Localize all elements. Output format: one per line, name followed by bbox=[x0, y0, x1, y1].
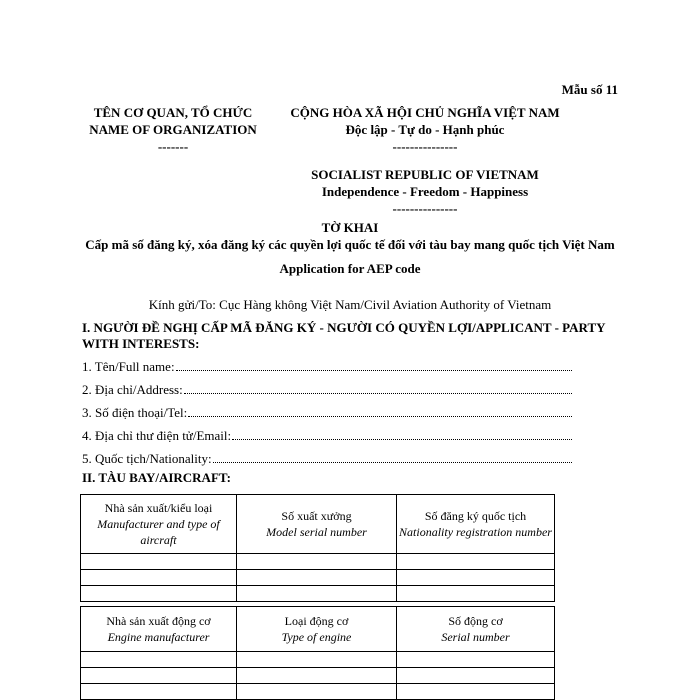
fill-in-line[interactable] bbox=[232, 428, 572, 440]
field-email bbox=[82, 427, 572, 450]
header-label-vi: Loại động cơ bbox=[284, 614, 349, 628]
fill-in-line[interactable] bbox=[188, 405, 572, 417]
fill-in-line[interactable] bbox=[213, 451, 572, 463]
field-label: 2. Địa chỉ/Address: bbox=[82, 382, 183, 397]
header-label-en: Type of engine bbox=[281, 630, 352, 644]
motto-vi-separator: --------------- bbox=[392, 139, 458, 154]
motto-en-separator: --------------- bbox=[392, 201, 458, 216]
field-label: 1. Tên/Full name: bbox=[82, 359, 175, 374]
header-label-vi: Nhà sản xuất động cơ bbox=[106, 614, 211, 628]
form-number: Mẫu số 11 bbox=[561, 82, 618, 97]
header-label-en: Model serial number bbox=[266, 525, 367, 539]
field-label: 3. Số điện thoại/Tel: bbox=[82, 405, 188, 420]
table-cell[interactable] bbox=[237, 586, 397, 602]
header-cell-registration bbox=[397, 495, 555, 554]
header-cell-manufacturer bbox=[81, 495, 237, 554]
nation-name-vi: CỘNG HÒA XÃ HỘI CHỦ NGHĨA VIỆT NAM bbox=[290, 105, 560, 120]
table-cell[interactable] bbox=[237, 652, 397, 668]
header-cell-serial bbox=[237, 495, 397, 554]
organization-block bbox=[80, 104, 266, 155]
motto-vi: Độc lập - Tự do - Hạnh phúc bbox=[345, 122, 505, 137]
applicant-fields bbox=[82, 358, 572, 473]
table-row bbox=[81, 668, 555, 684]
field-label: 4. Địa chỉ thư điện tử/Email: bbox=[82, 428, 232, 443]
organization-separator: ------- bbox=[157, 139, 189, 154]
recipient-line: Kính gửi/To: Cục Hàng không Việt Nam/Civil Aviation Authority of Vietnam bbox=[148, 297, 552, 312]
table-cell[interactable] bbox=[237, 668, 397, 684]
table-cell[interactable] bbox=[81, 586, 237, 602]
header-label-en: Nationality registration number bbox=[399, 525, 552, 539]
table-cell[interactable] bbox=[237, 554, 397, 570]
national-header-en bbox=[272, 166, 578, 217]
header-cell-engine-serial bbox=[397, 607, 555, 652]
nation-name-en: SOCIALIST REPUBLIC OF VIETNAM bbox=[311, 167, 539, 182]
section1-heading: I. NGƯỜI ĐỀ NGHỊ CẤP MÃ ĐĂNG KÝ - NGƯỜI CÓ QUYỀN LỢI/APPLICANT - PARTY WITH INTERESTS: bbox=[82, 320, 606, 351]
header-label-en: Serial number bbox=[441, 630, 510, 644]
header-label-en: Engine manufacturer bbox=[107, 630, 210, 644]
field-tel bbox=[82, 404, 572, 427]
organization-name-en: NAME OF ORGANIZATION bbox=[89, 122, 257, 137]
table-cell[interactable] bbox=[237, 570, 397, 586]
organization-name-vi: TÊN CƠ QUAN, TỔ CHỨC bbox=[93, 105, 253, 120]
national-header-vi bbox=[272, 104, 578, 155]
table-cell[interactable] bbox=[81, 668, 237, 684]
field-label: 5. Quốc tịch/Nationality: bbox=[82, 451, 212, 466]
engine-table bbox=[80, 606, 555, 700]
table-row bbox=[81, 570, 555, 586]
table-cell[interactable] bbox=[81, 570, 237, 586]
fill-in-line[interactable] bbox=[176, 359, 572, 371]
document-title bbox=[80, 220, 620, 276]
table-header-row bbox=[81, 495, 555, 554]
table-cell[interactable] bbox=[397, 570, 555, 586]
aircraft-table bbox=[80, 494, 555, 602]
motto-en: Independence - Freedom - Happiness bbox=[321, 184, 529, 199]
table-row bbox=[81, 554, 555, 570]
header-label-en: Manufacturer and type of aircraft bbox=[97, 517, 220, 547]
table-row bbox=[81, 684, 555, 700]
table-cell[interactable] bbox=[237, 684, 397, 700]
table-header-row bbox=[81, 607, 555, 652]
field-address bbox=[82, 381, 572, 404]
fill-in-line[interactable] bbox=[184, 382, 572, 394]
table-row bbox=[81, 652, 555, 668]
header-label-vi: Số xuất xưởng bbox=[281, 509, 352, 523]
header-cell-engine-manufacturer bbox=[81, 607, 237, 652]
field-full-name bbox=[82, 358, 572, 381]
header-cell-engine-type bbox=[237, 607, 397, 652]
table-cell[interactable] bbox=[81, 652, 237, 668]
header-label-vi: Nhà sản xuất/kiểu loại bbox=[104, 501, 213, 515]
title-subtitle-en: Application for AEP code bbox=[279, 261, 421, 276]
section2-heading: II. TÀU BAY/AIRCRAFT: bbox=[82, 470, 231, 485]
header-label-vi: Số động cơ bbox=[448, 614, 503, 628]
table-row bbox=[81, 586, 555, 602]
table-cell[interactable] bbox=[81, 554, 237, 570]
title-subtitle-vi: Cấp mã số đăng ký, xóa đăng ký các quyền lợi quốc tế đối với tàu bay mang quốc tịch Việt Nam bbox=[85, 237, 615, 252]
header-label-vi: Số đăng ký quốc tịch bbox=[424, 509, 527, 523]
table-cell[interactable] bbox=[397, 668, 555, 684]
title-main: TỜ KHAI bbox=[321, 220, 379, 235]
table-cell[interactable] bbox=[81, 684, 237, 700]
table-cell[interactable] bbox=[397, 652, 555, 668]
table-cell[interactable] bbox=[397, 586, 555, 602]
table-cell[interactable] bbox=[397, 554, 555, 570]
table-cell[interactable] bbox=[397, 684, 555, 700]
